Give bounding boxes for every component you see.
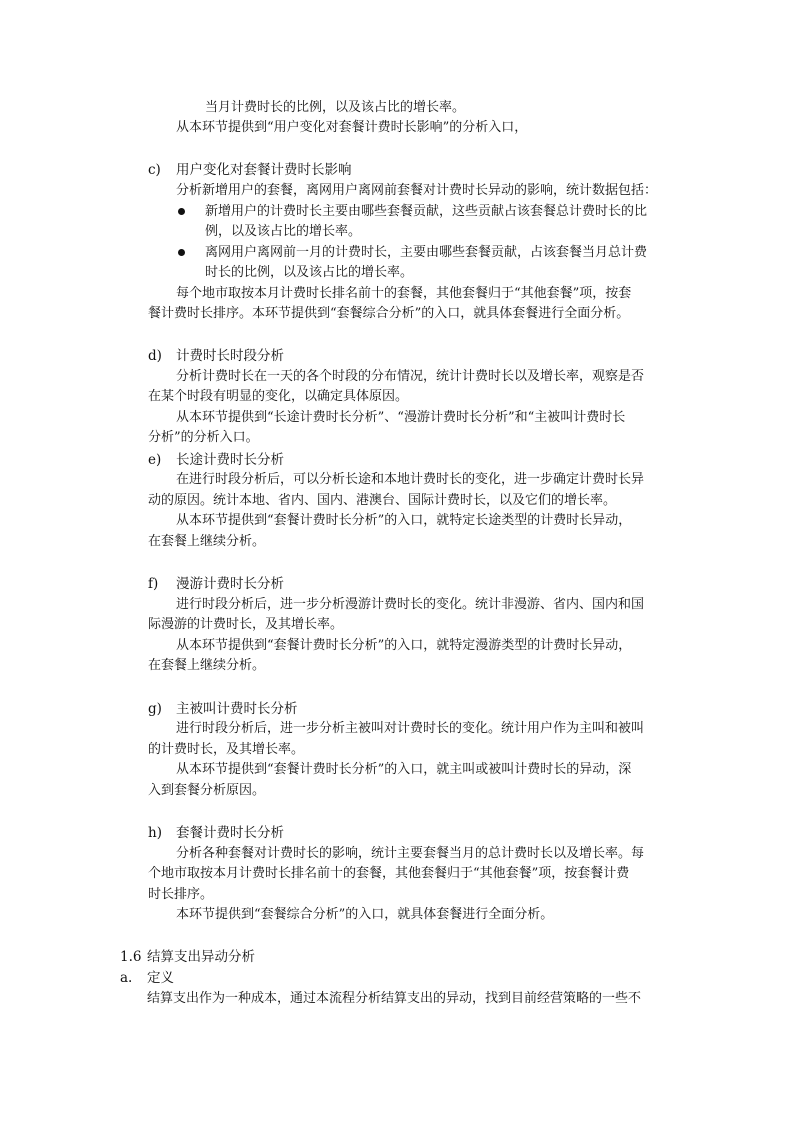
- text-line: 餐计费时长排序。本环节提供到“套餐综合分析”的入口，就具体套餐进行全面分析。: [148, 306, 630, 321]
- section-heading: 长途计费时长分析: [176, 452, 284, 468]
- text-line: 本环节提供到“套餐综合分析”的入口，就具体套餐进行全面分析。: [176, 907, 554, 922]
- subsection-heading: 定义: [147, 970, 174, 986]
- item-marker: f): [148, 576, 159, 592]
- text-line: 从本环节提供到“长途计费时长分析”、“漫游计费时长分析”和“主被叫计费时长: [176, 410, 626, 425]
- text-line: 从本环节提供到“套餐计费时长分析”的入口，就特定长途类型的计费时长异动，: [176, 513, 632, 528]
- item-marker: e): [148, 452, 162, 468]
- text-line: 际漫游的计费时长，及其增长率。: [148, 617, 344, 632]
- item-marker: h): [148, 825, 162, 841]
- section-heading: 计费时长时段分析: [176, 348, 284, 364]
- section-heading: 套餐计费时长分析: [176, 825, 284, 841]
- section-heading: 用户变化对套餐计费时长影响: [176, 162, 352, 178]
- text-line: 在套餐上继续分析。: [148, 658, 266, 673]
- section-title: 结算支出异动分析: [147, 949, 255, 965]
- item-marker: d): [148, 348, 162, 364]
- text-line: 进行时段分析后，进一步分析主被叫对计费时长的变化。统计用户作为主叫和被叫: [176, 721, 645, 736]
- item-marker: c): [148, 162, 161, 178]
- text-line: 时长的比例，以及该占比的增长率。: [205, 265, 414, 280]
- text-line: 在进行时段分析后，可以分析长途和本地计费时长的变化，进一步确定计费时长异: [176, 472, 645, 487]
- text-line: 分析”的分析入口。: [148, 430, 259, 445]
- text-line: 分析计费时长在一天的各个时段的分布情况，统计计费时长以及增长率，观察是否: [176, 369, 645, 384]
- section-heading: 主被叫计费时长分析: [176, 701, 298, 717]
- text-line: 从本环节提供到“套餐计费时长分析”的入口，就主叫或被叫计费时长的异动，深: [176, 762, 632, 777]
- text-line: 时长排序。: [148, 887, 214, 902]
- text-line: 分析各种套餐对计费时长的影响，统计主要套餐当月的总计费时长以及增长率。每: [176, 846, 645, 861]
- text-line: 从本环节提供到“用户变化对套餐计费时长影响”的分析入口，: [176, 120, 528, 135]
- text-line: 每个地市取按本月计费时长排名前十的套餐，其他套餐归于“其他套餐”项，按套: [176, 286, 632, 301]
- text-line: 从本环节提供到“套餐计费时长分析”的入口，就特定漫游类型的计费时长异动，: [176, 638, 632, 653]
- text-line: 离网用户离网前一月的计费时长，主要由哪些套餐贡献，占该套餐当月总计费: [205, 245, 648, 260]
- text-line: 的计费时长，及其增长率。: [148, 742, 305, 757]
- text-line: 新增用户的计费时长主要由哪些套餐贡献，这些贡献占该套餐总计费时长的比: [205, 204, 648, 219]
- text-line: 在某个时段有明显的变化，以确定具体原因。: [148, 389, 409, 404]
- bullet-icon: [178, 249, 185, 256]
- text-line: 当月计费时长的比例，以及该占比的增长率。: [205, 100, 466, 115]
- text-line: 分析新增用户的套餐，离网用户离网前套餐对计费时长异动的影响，统计数据包括：: [176, 183, 658, 198]
- section-number: 1.6: [120, 949, 142, 965]
- bullet-icon: [178, 208, 185, 215]
- text-line: 动的原因。统计本地、省内、国内、港澳台、国际计费时长，以及它们的增长率。: [148, 493, 617, 508]
- text-line: 入到套餐分析原因。: [148, 783, 266, 798]
- text-line: 在套餐上继续分析。: [148, 534, 266, 549]
- item-marker: g): [148, 701, 162, 717]
- text-line: 例，以及该占比的增长率。: [205, 224, 362, 239]
- section-heading: 漫游计费时长分析: [176, 576, 284, 592]
- text-line: 结算支出作为一种成本，通过本流程分析结算支出的异动，找到目前经营策略的一些不: [147, 991, 642, 1006]
- item-marker: a.: [120, 970, 133, 986]
- text-line: 个地市取按本月计费时长排名前十的套餐，其他套餐归于“其他套餐”项，按套餐计费: [148, 866, 630, 881]
- text-line: 进行时段分析后，进一步分析漫游计费时长的变化。统计非漫游、省内、国内和国: [176, 597, 645, 612]
